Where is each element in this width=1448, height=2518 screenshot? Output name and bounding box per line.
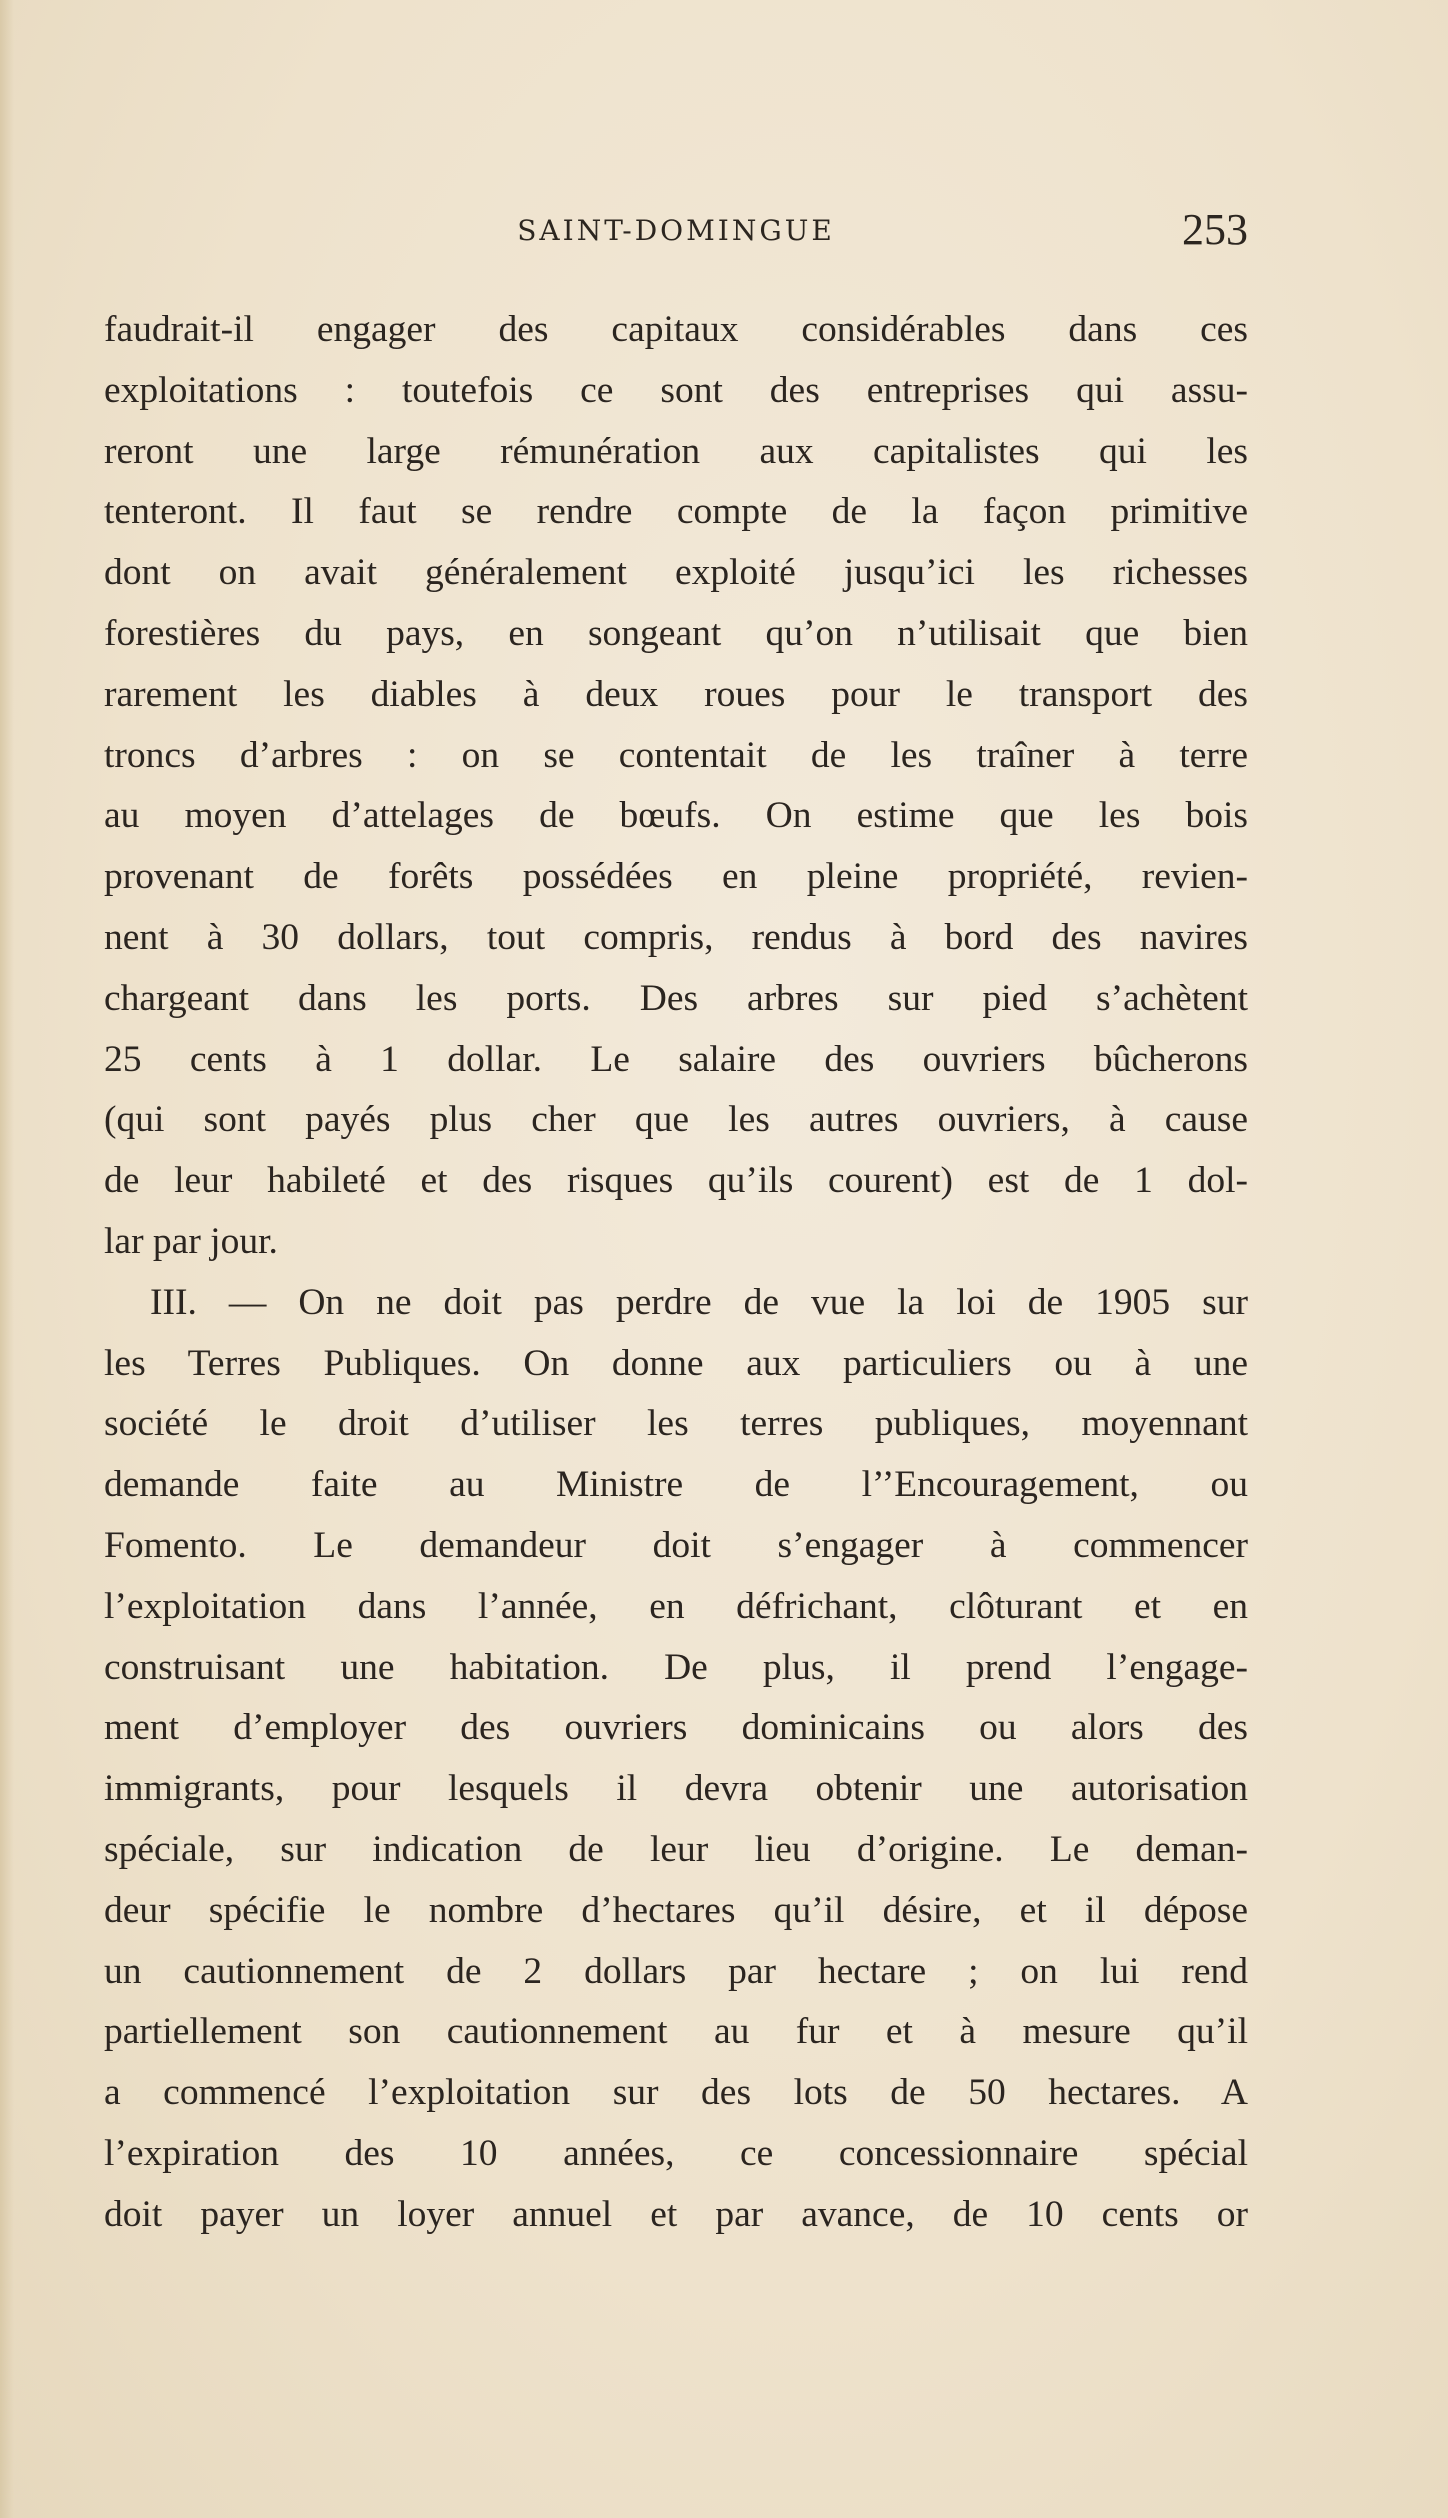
page-gutter-shadow <box>0 0 14 2518</box>
paragraph-start-line: III. — On ne doit pas perdre de vue la loi de 1905 sur <box>150 1281 1248 1323</box>
text-line: chargeant dans les ports. Des arbres sur pied s’achètent <box>104 977 1248 1019</box>
text-line: faudrait-il engager des capitaux considérables dans ces <box>104 309 1248 350</box>
text-line: demande faite au Ministre de l’’Encouragement, ou <box>104 1464 1248 1506</box>
text-line: les Terres Publiques. On donne aux particuliers ou à une <box>104 1342 1248 1384</box>
text-line: société le droit d’utiliser les terres publiques, moyennant <box>104 1403 1248 1445</box>
text-line: spéciale, sur indication de leur lieu d’origine. Le deman- <box>104 1828 1248 1870</box>
text-line: rarement les diables à deux roues pour le transport des <box>104 673 1248 715</box>
text-line: dont on avait généralement exploité jusqu’ici les richesses <box>104 552 1248 594</box>
text-line: a commencé l’exploitation sur des lots de 50 hectares. A <box>104 2072 1248 2114</box>
body-text <box>104 300 1248 2246</box>
text-line: de leur habileté et des risques qu’ils courent) est de 1 dol- <box>104 1160 1248 1202</box>
text-line: partiellement son cautionnement au fur et à mesure qu’il <box>104 2011 1248 2053</box>
text-line: deur spécifie le nombre d’hectares qu’il désire, et il dépose <box>104 1889 1248 1931</box>
text-line: au moyen d’attelages de bœufs. On estime que les bois <box>104 795 1248 837</box>
page-header <box>104 200 1248 260</box>
text-line: (qui sont payés plus cher que les autres ouvriers, à cause <box>104 1099 1248 1141</box>
text-line: reront une large rémunération aux capitalistes qui les <box>104 430 1248 472</box>
text-line: Fomento. Le demandeur doit s’engager à commencer <box>104 1524 1248 1566</box>
text-line: construisant une habitation. De plus, il prend l’engage- <box>104 1646 1248 1688</box>
text-line: l’exploitation dans l’année, en défrichant, clôturant et en <box>104 1585 1248 1627</box>
text-line: nent à 30 dollars, tout compris, rendus à bord des navires <box>104 916 1248 958</box>
text-line: immigrants, pour lesquels il devra obtenir une autorisation <box>104 1768 1248 1810</box>
page-number: 253 <box>1182 205 1248 254</box>
text-line: ment d’employer des ouvriers dominicains ou alors des <box>104 1707 1248 1749</box>
text-line: doit payer un loyer annuel et par avance, de 10 cents or <box>104 2193 1248 2235</box>
text-line: 25 cents à 1 dollar. Le salaire des ouvriers bûcherons <box>104 1038 1248 1080</box>
text-line: forestières du pays, en songeant qu’on n’utilisait que bien <box>104 612 1248 654</box>
paragraph-end-line: lar par jour. <box>104 1220 278 1262</box>
text-line: l’expiration des 10 années, ce concessionnaire spécial <box>104 2132 1248 2174</box>
running-title: SAINT-DOMINGUE <box>517 214 835 247</box>
text-line: troncs d’arbres : on se contentait de les traîner à terre <box>104 734 1248 776</box>
text-line: exploitations : toutefois ce sont des entreprises qui assu- <box>104 369 1248 411</box>
text-line: un cautionnement de 2 dollars par hectare ; on lui rend <box>104 1950 1248 1992</box>
text-line: tenteront. Il faut se rendre compte de la façon primitive <box>104 491 1248 533</box>
text-line: provenant de forêts possédées en pleine propriété, revien- <box>104 856 1248 898</box>
